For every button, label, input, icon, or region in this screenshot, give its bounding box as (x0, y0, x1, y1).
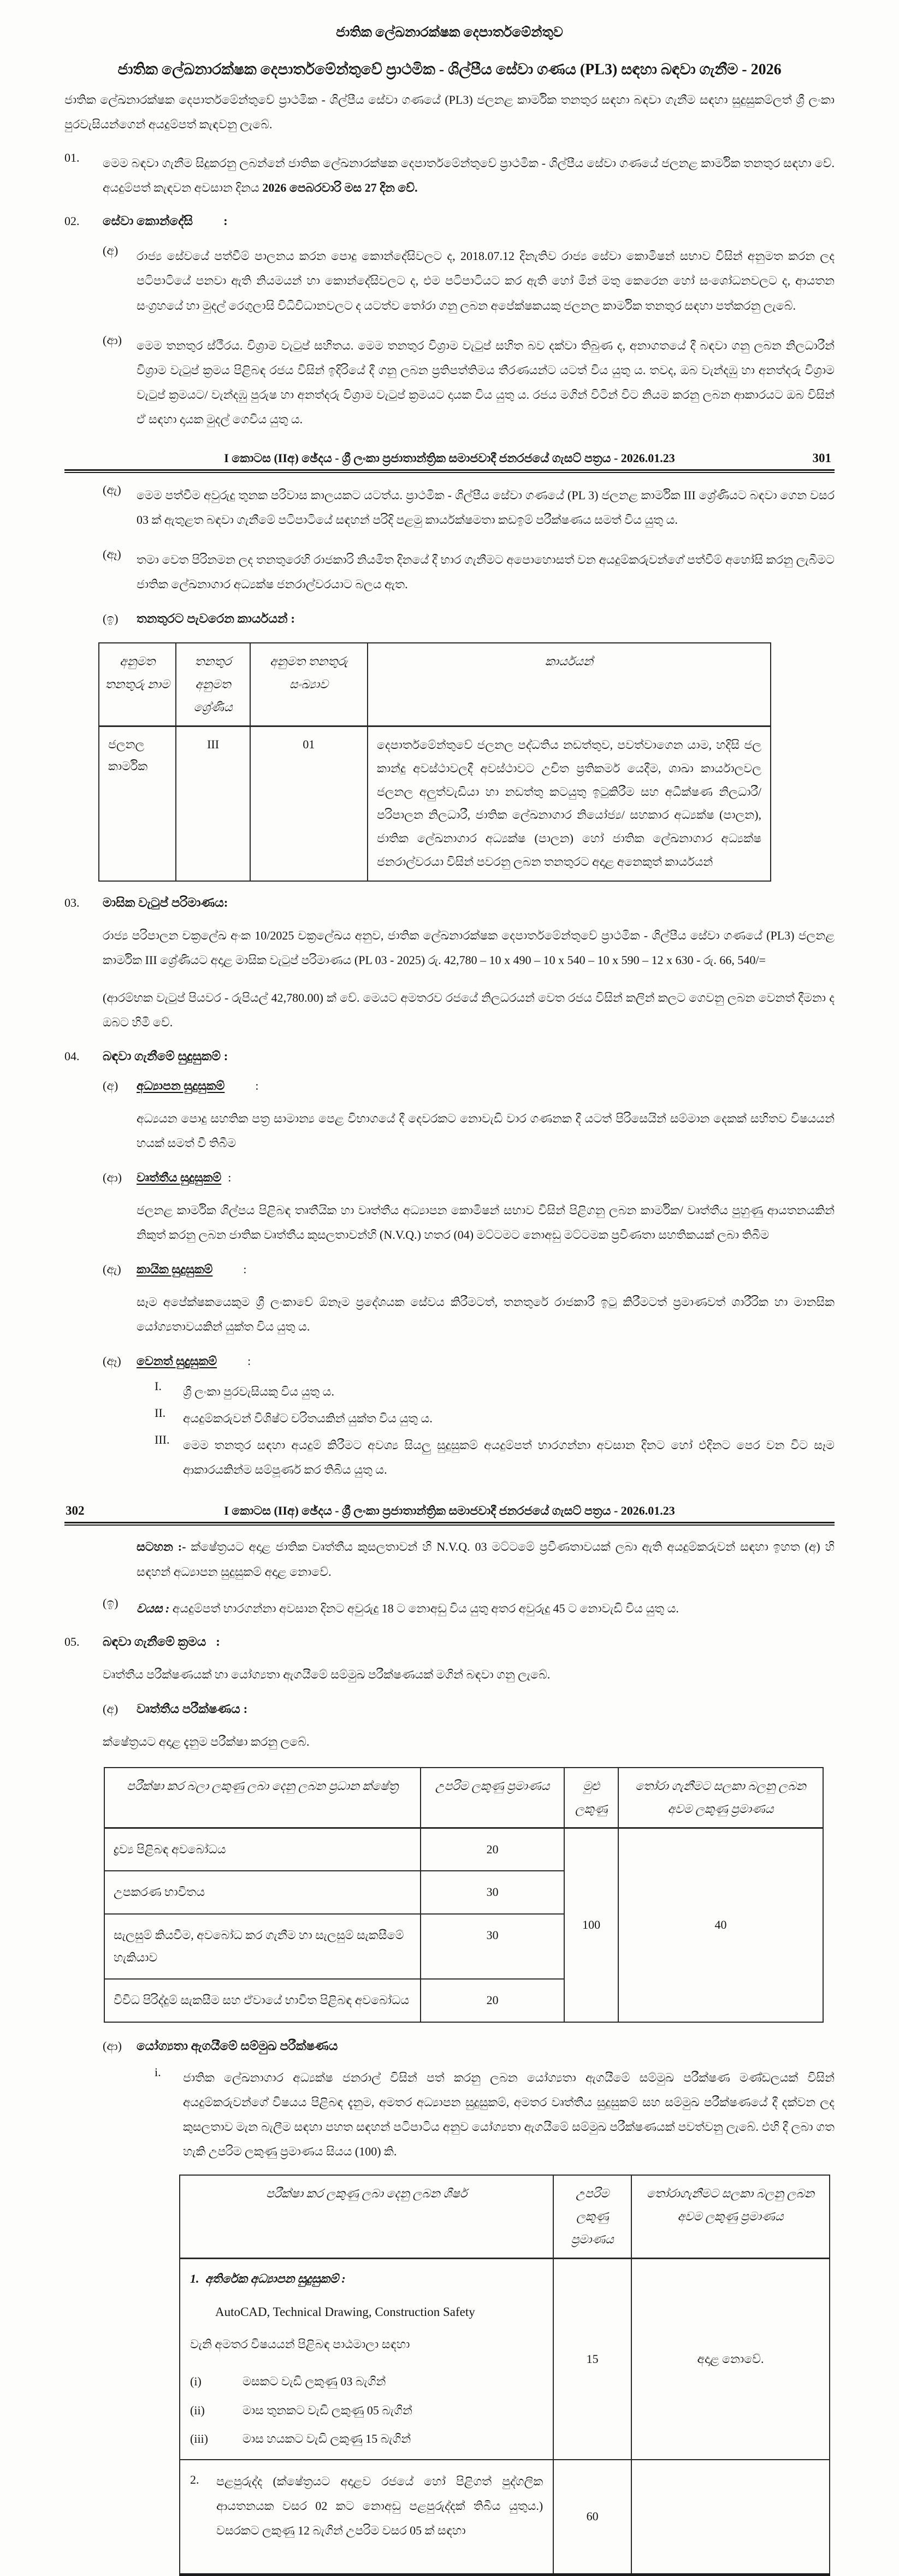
marks-equipment: 30 (421, 1871, 564, 1914)
education-qualifications-text: අධ්‍යයන පොදු සහතික පත්‍ර සාමාන්‍ය පෙළ විභාගයේ දී දෙවරකට නොවැඩි වාර ගණනක දී යටත් පිරිසෙයින් සම්මාන දෙකක් සහිතව විෂයයන් හයක් සමත් වී තිබීම (137, 1111, 835, 1150)
practical-test-marks-table (104, 1767, 824, 2023)
course-marks-item-1-text: මසකට වැඩි ලකුණු 03 බැගින් (243, 2374, 386, 2389)
clause-02-c-text: මෙම පත්වීම අවුරුදු තුනක පරිවාස කාලයකට යටත්ය. ප්‍රාථමික - ශිල්පීය සේවා ගණයේ (PL 3) ජලනළ කාර්මික III ශ්‍රේණියට බඳවා ගෙන වසර 03 ක් ඇතුළත බඳවා ගැනීමේ පටිපාටියේ සඳහන් පරිදි පළමු කාර්යක්ෂමතා කඩඉම් පරීක්ෂණය සමත් විය යුතු ය. (137, 488, 835, 527)
area-equipment: උපකරණ භාවිතය (104, 1871, 421, 1914)
gazette-header-title-2: I කොටස (IIඅ) ඡේදය - ශ්‍රී ලංකා ප්‍රජාතාන්ත්‍රික සමාජවාදී ජනරජයේ ගැසට් පත්‍රය - 2026.01.23 (224, 1504, 675, 1518)
section-02-heading (64, 214, 835, 228)
section-01-text (103, 151, 835, 200)
professional-qualifications-heading (137, 1171, 231, 1185)
clause-05-a-heading (64, 1702, 835, 1716)
approved-posts-table (98, 642, 771, 882)
section-02-number: 02. (64, 214, 80, 228)
additional-education-min-marks: අදාළ නොවේ. (631, 2258, 830, 2460)
department-title: ජාතික ලේඛනාරක්ෂක දෙපාර්තමේන්තුව (336, 25, 563, 40)
col-approved-grade: තනතුර අනුමත ශ්‍රේණිය (176, 643, 250, 726)
recruitment-method-text: වෘත්තීය පරීක්ෂණයක් හා යෝග්‍යතා ඇගයීමේ සම්මුඛ පරීක්ෂණයක් මගින් බඳවා ගනු ලැබේ. (103, 1667, 551, 1681)
clause-04-b-heading (64, 1171, 835, 1185)
experience-min-marks (631, 2460, 830, 2575)
nvq-note (64, 1534, 835, 1584)
professional-qualifications-title: වෘත්තීය සුදුසුකම් (137, 1170, 222, 1184)
section-02-title-text: සේවා කොන්දේසි (103, 214, 193, 228)
col-interview-headings: පරීක්ෂා කර ලකුණු ලබා දෙනු ලබන ශීර්ෂ (180, 2175, 553, 2258)
col-duties: කාර්යයන් (368, 643, 771, 726)
age-title: වයස : (137, 1601, 170, 1615)
clause-02-c-label: (ඇ) (103, 483, 121, 497)
note-label: සටහන :- (137, 1540, 186, 1554)
interview-table-header-row (180, 2175, 830, 2258)
section-01 (64, 151, 835, 200)
intro-paragraph: ජාතික ලේඛනාරක්ෂක දෙපාර්තමේන්තුවේ ප්‍රාථමික - ශිල්පීය සේවා ගණයේ (PL3) ජලනළ කාර්මික තනතුර සඳහා බඳවා ගැනීම සඳහා සුදුසුකම්ලත් ශ්‍රී ලංකා පුරවැසියන්ගෙන් අයදුම්පත් කැඳවනු ලැබේ. (64, 93, 835, 132)
clause-02-a-label: (අ) (103, 244, 119, 258)
clause-04-e-label: (ඉ) (103, 1596, 119, 1610)
area-fittings: විවිධ පිරිද්දුම් සැකසීම සහ ඒවායේ භාවිත පිළිබඳ අවබෝධය (104, 1979, 421, 2022)
clause-04-a-heading (64, 1079, 835, 1093)
clause-04-c-label: (ඇ) (103, 1262, 121, 1276)
clause-04-a-label: (අ) (103, 1078, 119, 1092)
col-approved-count: අනුමත තනතුරු සංඛ්‍යාව (250, 643, 368, 726)
col-interview-min-marks: තෝරාගැනීමට සලකා බලනු ලබන අවම ලකුණු ප්‍රමාණය (631, 2175, 830, 2258)
interview-para-i-number: i. (155, 2065, 161, 2079)
clause-02-b-label: (ආ) (103, 333, 122, 347)
other-qualification-text-1: ශ්‍රී ලංකා පුරවැසියකු විය යුතු ය. (183, 1385, 334, 1399)
clause-05-b-label: (ආ) (103, 2039, 122, 2053)
trade-test-heading: වෘත්තීය පරීක්ෂණය : (137, 1701, 248, 1716)
col-interview-max-marks: උපරිම ලකුණු ප්‍රමාණය (553, 2175, 631, 2258)
section-04-number: 04. (64, 1049, 80, 1063)
interview-row-2-content (180, 2460, 553, 2575)
education-qualifications-heading (137, 1079, 259, 1093)
age-line (137, 1596, 835, 1621)
other-qualification-text-2: අයදුම්කරුවන් විශිෂ්ට චරිතයකින් යුක්ත විය යුතු ය. (183, 1411, 433, 1426)
additional-education-text: අතිරේක අධ්‍යාපන සුදුසුකම් : (205, 2271, 346, 2285)
col-post-name: අනුමත තනතුරු නාම (99, 643, 176, 726)
page-number-301: 301 (812, 451, 831, 465)
clause-04-b-label: (ආ) (103, 1170, 122, 1184)
course-marks-item-1 (190, 2371, 543, 2393)
interview-row-2 (180, 2460, 830, 2575)
marks-plan-reading: 30 (421, 1914, 564, 1979)
course-marks-item-2-number: (ii) (190, 2403, 205, 2417)
interview-marks-table (179, 2175, 830, 2576)
other-qualification-item-2 (64, 1406, 835, 1431)
page-number-302: 302 (66, 1504, 85, 1518)
gazette-header-page-302 (64, 1504, 835, 1518)
practical-row-1 (104, 1828, 823, 1871)
gazette-header-title: I කොටස (IIඅ) ඡේදය - ශ්‍රී ලංකා ප්‍රජාතාන්ත්‍රික සමාජවාදී ජනරජයේ ගැසට් පත්‍රය - 2026.01.23 (224, 451, 675, 465)
cell-post-name: ජලනල කාර්මික (99, 726, 176, 881)
other-qualifications-heading (137, 1354, 251, 1368)
gazette-double-rule-2 (64, 1522, 835, 1526)
physical-qualifications-text: සෑම අපේක්ෂකයෙකුම ශ්‍රී ලංකාවේ ඕනෑම ප්‍රදේශයක සේවය කිරීමටත්, තනතුරේ රාජකාරී ඉටු කිරීමටත් ප්‍රමාණවත් ශාරීරික හා මානසික යෝග්‍යතාවයකින් යුක්ත විය යුතු ය. (137, 1295, 835, 1333)
marks-fittings: 20 (421, 1979, 564, 2022)
age-text: අයදුම්පත් භාරගන්නා අවසාන දිනට අවුරුදු 18 ට නොඅඩු විය යුතු අතර අවුරුදු 45 ට නොවැඩි විය යුතු ය. (172, 1601, 679, 1615)
professional-colon: : (228, 1170, 232, 1184)
cell-count: 01 (250, 726, 368, 881)
interview-row-1 (180, 2258, 830, 2460)
clause-02-d-text: තමා වෙත පිරිනමන ලද තනතුරෙහි රාජකාරි නියමිත දිනයේ දී භාර ගැනීමට අපොහොසත් වන අයදුම්කරුවන්ගේ පත්වීම් අහෝසි කරනු ලැබීමට ජාතික ලේඛනාගාර අධ්‍යක්ෂ ජනරාල්වරයාට බලය ඇත. (137, 553, 835, 592)
course-marks-item-2 (190, 2400, 543, 2422)
interview-row-1-content (180, 2258, 553, 2460)
roman-numeral-1: I. (155, 1379, 162, 1393)
salary-scale-paragraph: රාජ්‍ය පරිපාලන චක්‍රලේඛ අංක 10/2025 චක්‍රලේඛය අනුව, ජාතික ලේඛනාරක්ෂක දෙපාර්තමේන්තුවේ ප්‍රාථමික - ශිල්පීය සේවා ගණයේ (PL3) ජලනළ කාර්මික III ශ්‍රේණියට අදාළ මාසික වැටුප් පරිමාණය (PL 03 - 2025) රු. 42,780 – 10 x 490 – 10 x 540 – 10 x 590 – 12 x 630 - රු. 66, 540/= (103, 929, 835, 967)
clause-02-b-text: මෙම තනතුර ස්ථීරය. විශ්‍රාම වැටුප් සහිතය. මෙම තනතුර විශ්‍රාම වැටුප් සහිත බව දක්වා තිබුණ ද, අනාගතයේ දී බඳවා ගනු ලබන නිලධාරීන් විශ්‍රාම වැටුප් ක්‍රමය පිළිබඳ රජය විසින් ඉදිරියේ දී ගනු ලබන ප්‍රතිපත්තිමය තීරණයන්ට යටත් විය යුතු ය. තවද, ඔබ වැන්දඹු හා අනත්දරු විශ්‍රාම වැටුප් ක්‍රමයට/ වැන්දඹු පුරුෂ හා අනත්දරු විශ්‍රාම වැටුප් ක්‍රමයට දායක විය යුතු ය. රජය මගින් විටින් විට නියම කරනු ලබන ආකාරයට ඔබ විසින් ඒ සඳහා දායක මුදල් ගෙවිය යුතු ය. (137, 338, 835, 426)
physical-qualifications-title: කායික සුදුසුකම් (137, 1262, 213, 1276)
initial-salary-paragraph: (ආරම්භක වැටුප් පියවර - රුපියල් 42,780.00) ක් වේ. මෙයට අමතරව රජයේ නිලධරයන් වෙත රජය විසින් කලින් කලට ගෙවනු ලබන වෙනත් දීමනා ද ඔබට හිමි වේ. (103, 991, 835, 1030)
col-max-marks: උපරිම ලකුණු ප්‍රමාණය (421, 1768, 564, 1828)
notice-main-title: ජාතික ලේඛනාරක්ෂක දෙපාර්තමේන්තුවේ ප්‍රාථමික - ශිල්පීය සේවා ගණය (PL3) සඳහා බඳවා ගැනීම - 2026 (117, 61, 782, 78)
marks-materials: 20 (421, 1828, 564, 1871)
clause-04-e-age (64, 1596, 835, 1621)
section-03-title: මාසික වැටුප් පරිමාණය: (103, 896, 228, 910)
additional-education-max-marks: 15 (553, 2258, 631, 2460)
course-marks-item-1-number: (i) (190, 2374, 202, 2389)
other-qualifications-title: වෙනත් සුදුසුකම් (137, 1354, 217, 1368)
roman-numeral-2: II. (155, 1406, 166, 1420)
course-marks-item-3-text: මාස හයකට වැඩි ලකුණු 15 බැගින් (243, 2432, 411, 2446)
other-qualification-item-1 (64, 1379, 835, 1404)
approved-posts-header-row (99, 643, 771, 726)
additional-education-number: 1. (190, 2271, 199, 2285)
clause-02-b (64, 333, 835, 432)
education-colon: : (255, 1078, 259, 1092)
note-text: ක්ෂේත්‍රයට අදාළ ජාතික වෘත්තීය කුසලතාවන් හි N.V.Q. 03 මට්ටමේ ප්‍රවීණතාවයක් ලබා ඇති අයදුම්කරුවන් සඳහා ඉහත (අ) හි සඳහන් අධ්‍යාපන සුදුසුකම් අදාළ නොවේ. (137, 1540, 835, 1579)
section-05-heading (64, 1635, 835, 1649)
section-02-colon: : (223, 214, 228, 228)
section-01-number: 01. (64, 151, 80, 165)
min-marks-value: 40 (618, 1828, 823, 2022)
section-05-title-text: බඳවා ගැනීමේ ක්‍රමය (103, 1634, 206, 1649)
experience-text: පළපුරුද්ද (ක්ෂේත්‍රයට අදාළව රජයේ හෝ පිළිගත් පුද්ගලික ආයතනයක වසර 02 කට නොඅඩු පළපුරුද්දක් තිබිය යුතුය.) වසරකට ලකුණු 12 බැගින් උපරිම වසර 05 ක් සඳහා (216, 2474, 543, 2538)
clause-02-d (64, 547, 835, 596)
section-05-number: 05. (64, 1634, 80, 1649)
cell-grade: III (176, 726, 250, 881)
area-materials: ද්‍රව්‍ය පිළිබඳ අවබෝධය (104, 1828, 421, 1871)
gazette-header-page-301 (64, 451, 835, 465)
interview-para-i (64, 2065, 835, 2164)
course-marks-item-3 (190, 2428, 543, 2450)
clause-02-a-text: රාජ්‍ය සේවයේ පත්වීම් පාලනය කරන පොදු කොන්දේසිවලට ද, 2018.07.12 දිනැතිව රාජ්‍ය සේවා කොමිෂන් සභාව විසින් අනුමත කරන ලද පටිපාටියේ පනවා ඇති නියමයන් හා කොන්දේසිවලට ද, එම පටිපාටියට කර ඇති හෝ මින් මතු කෙරෙන හෝ සංශෝධනවලට ද, ආයතන සංග්‍රහයේ හා මුදල් රෙගුලාසි විධිවිධානවලට ද යටත්ව තෝරා ගනු ලබන අපේක්ෂකයකු ජලනල කාර්මික තනතුර සඳහා පත්කරනු ලැබේ. (137, 249, 835, 312)
roman-numeral-3: III. (155, 1433, 170, 1447)
section-05-colon: : (216, 1634, 220, 1649)
education-qualifications-title: අධ්‍යාපන සුදුසුකම් (137, 1078, 225, 1092)
section-02-title (103, 214, 228, 228)
course-names-line: AutoCAD, Technical Drawing, Construction Safety (215, 2305, 475, 2319)
clause-02-a (64, 244, 835, 317)
other-qualification-item-3 (64, 1433, 835, 1482)
course-marks-item-3-number: (iii) (190, 2432, 208, 2446)
section-04-heading (64, 1049, 835, 1064)
total-marks-value: 100 (564, 1828, 618, 2022)
trade-test-text: ක්ෂේත්‍රයට අදාළ දැනුම පරීක්ෂා කරනු ලබේ. (103, 1734, 310, 1748)
professional-qualifications-text: ජලනළ කාර්මික ශිල්පය පිළිබඳ තෘතීයික හා වෘත්තීය අධ්‍යාපන කොමිෂන් සභාව විසින් පිළිගනු ලබන කාර්මික/ වෘත්තීය පුහුණු ආයතනයකින් නිකුත් කරනු ලබන ජාතික වෘත්තීය කුසලතාවන්හි (N.V.Q.) හතර (04) මට්ටමට නොඅඩු මට්ටමක ප්‍රවීණතා සහතිකයක් ලබා තිබීම (137, 1203, 835, 1242)
duties-heading: තනතුරට පැවරෙන කාර්යයන් : (137, 612, 295, 626)
closing-date-text: 2026 පෙබරවාරි මස 27 දින වේ. (262, 181, 418, 195)
section-01-text-plain: මෙම බඳවා ගැනීම සිදුකරනු ලබන්නේ ජාතික ලේඛනාරක්ෂක දෙපාර්තමේන්තුවේ ප්‍රාථමික - ශිල්පීය සේවා ගණයේ ජලනළ කාර්මික තනතුර සඳහා වේ. අයදුම්පත් කැඳවන අවසාන දිනය (103, 156, 835, 195)
clause-05-a-label: (අ) (103, 1701, 119, 1716)
col-main-areas: පරීක්ෂා කර බලා ලකුණු ලබා දෙනු ලබන ප්‍රධාන ක්ෂේත්‍ර (104, 1768, 421, 1828)
section-03-heading (64, 896, 835, 910)
other-qualification-text-3: මෙම තනතුර සඳහා අයදුම් කිරීමට අවශ්‍ය සියලු සුදුසුකම් අයදුම්පත් භාරගන්නා අවසාන දිනට හෝ එදිනට පෙර වන විට සෑම ආකාරයකින්ම සම්පූර්ණ කර තිබිය යුතු ය. (183, 1438, 835, 1477)
physical-qualifications-heading (137, 1262, 247, 1277)
cell-duties: දෙපාර්තමේන්තුවේ ජලනල පද්ධතිය නඩත්තුව, පවත්වාගෙන යාම, හදිසි ජල කාන්දු අවස්ථාවලදී අවස්ථාවට උචිත ප්‍රතිකර්ම යෙදීම, ශාඛා කාර්යාලවල ජලනල අලුත්වැඩියා හා නඩත්තු කටයුතු ඉටුකිරීම සහ අධීක්ෂණ නිලධාරී/ පරිපාලන නිලධාරී, ජාතික ලේඛනාගාර නියෝජ්‍ය/ සහකාර අධ්‍යක්ෂ (පාලන), ජාතික ලේඛනාගාර අධ්‍යක්ෂ (පාලන) හෝ ජාතික ලේඛනාගාර අධ්‍යක්ෂ ජනරාල්වරයා විසින් පවරනු ලබන තනතුරට අදාළ අනෙකුත් කාර්යයන් (368, 726, 771, 881)
interview-para-i-text: ජාතික ලේඛනාගාර අධ්‍යක්ෂ ජනරාල් විසින් පත් කරනු ලබන යෝග්‍යතා ඇගයීමේ සම්මුඛ පරීක්ෂණ මණ්ඩලයක් විසින් අයදුම්කරුවන්ගේ විෂයය පිළිබඳ දැනුම, අමතර අධ්‍යාපන සුදුසුකම්, අමතර වෘත්තීය සුදුසුකම් සහ සම්මුඛ පරීක්ෂණයේ දී දක්වන ලද කුසලතාව මැන බැලීම සඳහා පහත සඳහන් පටිපාටිය අනුව යෝග්‍යතා ඇගයීමේ සම්මුඛ පරීක්ෂණයක් පවත්වනු ලැබේ. එහි දී ලබා ගත හැකි උපරිම ලකුණු ප්‍රමාණය සියය (100) කි. (183, 2070, 835, 2159)
section-05-title (103, 1635, 220, 1649)
clause-02-c (64, 483, 835, 532)
clause-05-b-heading (64, 2039, 835, 2053)
area-plan-reading: සැලසුම් කියවීම, අවබෝධ කර ගැනීම හා සැලසුම් සැකසීමේ හැකියාව (104, 1914, 421, 1979)
interview-heading: යෝග්‍යතා ඇගයීමේ සම්මුඛ පරීක්ෂණය (137, 2039, 338, 2053)
gazette-double-rule (64, 469, 835, 473)
clause-02-e-label: (ඉ) (103, 612, 119, 626)
clause-04-d-label: (ඈ) (103, 1354, 121, 1368)
practical-table-header-row (104, 1768, 823, 1828)
experience-number: 2. (190, 2473, 199, 2487)
approved-posts-data-row (99, 726, 771, 881)
clause-04-c-heading (64, 1262, 835, 1277)
physical-colon: : (243, 1262, 247, 1276)
experience-max-marks: 60 (553, 2460, 631, 2575)
other-colon: : (247, 1354, 251, 1368)
additional-education-title (190, 2268, 543, 2290)
section-03-number: 03. (64, 896, 80, 910)
course-description-line: වැනි අමතර විෂයයන් පිළිබඳ පාඨමාලා සඳහා (190, 2337, 410, 2351)
course-marks-item-2-text: මාස තුනකට වැඩි ලකුණු 05 බැගින් (243, 2403, 412, 2417)
col-min-marks: තෝරා ගැනීමට සලකා බලනු ලබන අවම ලකුණු ප්‍රමාණය (618, 1768, 823, 1828)
clause-02-d-label: (ඈ) (103, 547, 121, 562)
clause-02-e-heading (64, 612, 835, 626)
clause-04-d-heading (64, 1354, 835, 1368)
col-total-marks: මුළු ලකුණු (564, 1768, 618, 1828)
section-04-title: බඳවා ගැනීමේ සුදුසුකම් : (103, 1049, 228, 1063)
